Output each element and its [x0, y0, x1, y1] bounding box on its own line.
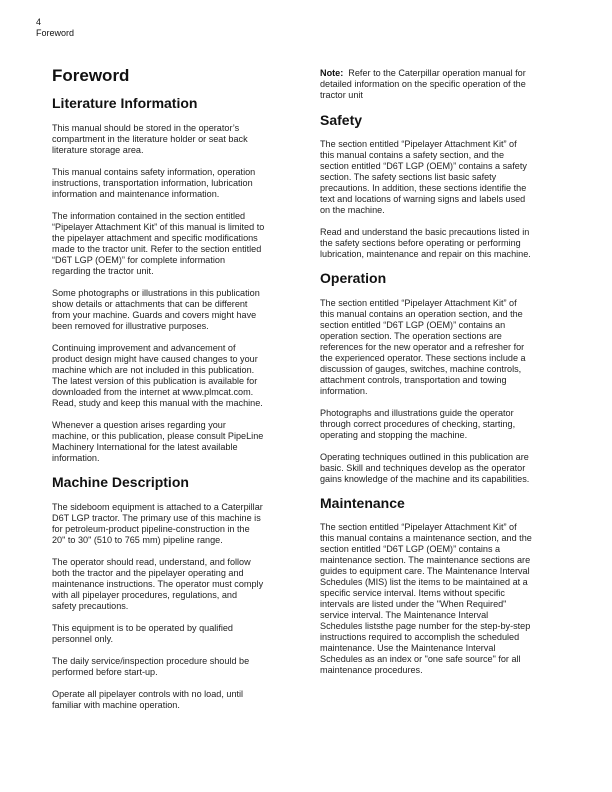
text-line: operation section. The operation sections are [320, 331, 502, 341]
literature-information-body [52, 123, 302, 475]
text-line: the safety sections before operating or performing [320, 238, 521, 248]
paragraph [320, 408, 570, 441]
text-line: regarding the tractor unit. [52, 266, 154, 276]
paragraph [52, 656, 302, 678]
operation-body [320, 298, 570, 496]
text-line: compartment in the literature holder or seat back [52, 134, 248, 144]
text-line: Machinery International for the latest available [52, 442, 238, 452]
safety-body [320, 139, 570, 271]
text-line: show details or attachments that can be different [52, 299, 248, 309]
text-line: familiar with machine operation. [52, 700, 180, 710]
machine-description-body [52, 502, 302, 722]
note [320, 68, 570, 112]
text-line: text and locations of warning signs and labels used [320, 194, 526, 204]
text-line: instructions required to accomplish the scheduled [320, 632, 520, 642]
paragraph [320, 139, 570, 216]
text-line: basic. Skill and techniques develop as the operator [320, 463, 526, 473]
text-line: information. [320, 386, 368, 396]
heading-operation: Operation [320, 270, 387, 286]
paragraph [320, 522, 570, 676]
text-line: safety precautions. [52, 601, 129, 611]
text-line: D6T LGP tractor. The primary use of this machine is [52, 513, 261, 523]
text-line: section entitled “D6T LGP (OEM)” contains an [320, 320, 506, 330]
paragraph [52, 420, 302, 464]
paragraph [52, 623, 302, 645]
text-line: references for the new operator and a refresher for [320, 342, 525, 352]
running-header: Foreword [36, 28, 75, 38]
text-line: section entitled “D6T LGP (OEM)” contains a safety [320, 161, 527, 171]
text-line: maintenance instructions. The operator must comply [52, 579, 264, 589]
text-line: both the tractor and the pipelayer operating and [52, 568, 244, 578]
heading-machine-description: Machine Description [52, 474, 189, 490]
text-line: performed before start-up. [52, 667, 158, 677]
text-line: the pipelayer attachment and specific modifications [52, 233, 258, 243]
text-line: section entitled “D6T LGP (OEM)” contains a [320, 544, 501, 554]
text-line: information and maintenance information. [52, 189, 220, 199]
text-line: personnel only. [52, 634, 114, 644]
heading-maintenance: Maintenance [320, 495, 405, 511]
text-line: This manual should be stored in the operator’s [52, 123, 240, 133]
text-line: information. [52, 453, 100, 463]
page-number: 4 [36, 17, 42, 27]
text-line: for petroleum-product pipeline-construction in the [52, 524, 250, 534]
paragraph [52, 167, 302, 200]
text-line: Read, study and keep this manual with the machine. [52, 398, 263, 408]
text-line: Photographs and illustrations guide the operator [320, 408, 514, 418]
maintenance-body [320, 522, 570, 687]
text-line: The latest version of this publication is available for [52, 376, 258, 386]
text-line: This manual contains safety information, operation [52, 167, 256, 177]
text-line: section. The safety sections list basic safety [320, 172, 497, 182]
text-line: The daily service/inspection procedure should be [52, 656, 250, 666]
paragraph [52, 557, 302, 612]
text-line: service interval. The Maintenance Interval [320, 610, 489, 620]
page-title: Foreword [52, 66, 130, 85]
note-text: Refer to the Caterpillar operation manual for [343, 68, 526, 78]
text-line: This equipment is to be operated by qualified [52, 623, 233, 633]
text-line: with all pipelayer procedures, regulations, and [52, 590, 238, 600]
text-line: Read and understand the basic precautions listed in [320, 227, 530, 237]
paragraph [320, 227, 570, 260]
text-line: lubrication, maintenance and repair on this machine. [320, 249, 531, 259]
text-line: Operating techniques outlined in this publication are [320, 452, 529, 462]
heading-literature-information: Literature Information [52, 95, 198, 111]
text-line: instructions, transportation information, lubrication [52, 178, 253, 188]
text-line: 20" to 30" (510 to 765 mm) pipeline range. [52, 535, 223, 545]
paragraph [52, 288, 302, 332]
text-line: Some photographs or illustrations in this publication [52, 288, 260, 298]
note-text: detailed information on the specific operation of the [320, 79, 526, 89]
text-line: maintenance section. The maintenance sections are [320, 555, 531, 565]
text-line: intervals are listed under the "When Required" [320, 599, 507, 609]
text-line: made to the tractor unit. Refer to the section entitled [52, 244, 262, 254]
text-line: The operator should read, understand, and follow [52, 557, 251, 567]
text-line: from your machine. Guards and covers might have [52, 310, 257, 320]
text-line: Schedules as an index or "one safe source" for all [320, 654, 521, 664]
text-line: Operate all pipelayer controls with no load, until [52, 689, 244, 699]
heading-safety: Safety [320, 112, 363, 128]
text-line: machine which are not included in this publication. [52, 365, 255, 375]
paragraph [52, 502, 302, 546]
text-line: discussion of gauges, switches, machine controls, [320, 364, 522, 374]
text-line: product design might have caused changes to your [52, 354, 258, 364]
text-line: operating and stopping the machine. [320, 430, 468, 440]
note-text: tractor unit [320, 90, 363, 100]
text-line: the experienced operator. These sections include a [320, 353, 526, 363]
note-label: Note: [320, 68, 344, 78]
text-line: literature storage area. [52, 145, 144, 155]
text-line: The section entitled “Pipelayer Attachment Kit” of [320, 139, 517, 149]
text-line: on the machine. [320, 205, 385, 215]
text-line: “D6T LGP (OEM)” for complete information [52, 255, 226, 265]
paragraph [320, 452, 570, 485]
text-line: this manual contains a maintenance section, and the [320, 533, 532, 543]
text-line: machine, or this publication, please consult PipeLine [52, 431, 264, 441]
text-line: this manual contains a safety section, and the [320, 150, 505, 160]
text-line: maintenance procedures. [320, 665, 423, 675]
text-line: The section entitled “Pipelayer Attachment Kit” of [320, 298, 517, 308]
paragraph [52, 689, 302, 711]
text-line: maintenance. Use the Maintenance Interval [320, 643, 496, 653]
text-line: through correct procedures of checking, starting, [320, 419, 516, 429]
text-line: been removed for illustrative purposes. [52, 321, 209, 331]
text-line: guides to equipment care. The Maintenance Interval [320, 566, 530, 576]
paragraph [52, 211, 302, 277]
paragraph [52, 343, 302, 409]
text-line: Whenever a question arises regarding your [52, 420, 226, 430]
text-line: “Pipelayer Attachment Kit” of this manual is limited to [52, 222, 265, 232]
text-line: attachment controls, transportation and towing [320, 375, 507, 385]
paragraph [320, 298, 570, 397]
text-line: The section entitled “Pipelayer Attachment Kit” of [320, 522, 517, 532]
text-line: precautions. In addition, these sections identifie the [320, 183, 527, 193]
text-line: The information contained in the section entitled [52, 211, 246, 221]
paragraph [52, 123, 302, 156]
text-line: Schedules liststhe page number for the step-by-step [320, 621, 531, 631]
text-line: downloaded from the internet at www.plmcat.com. [52, 387, 254, 397]
text-line: The sideboom equipment is attached to a Caterpillar [52, 502, 263, 512]
text-line: Schedules (MIS) list the items to be maintained at a [320, 577, 528, 587]
text-line: specific service interval. Items without specific [320, 588, 505, 598]
text-line: gains knowledge of the machine and its capabilities. [320, 474, 530, 484]
text-line: Continuing improvement and advancement of [52, 343, 236, 353]
text-line: this manual contains an operation section, and the [320, 309, 523, 319]
